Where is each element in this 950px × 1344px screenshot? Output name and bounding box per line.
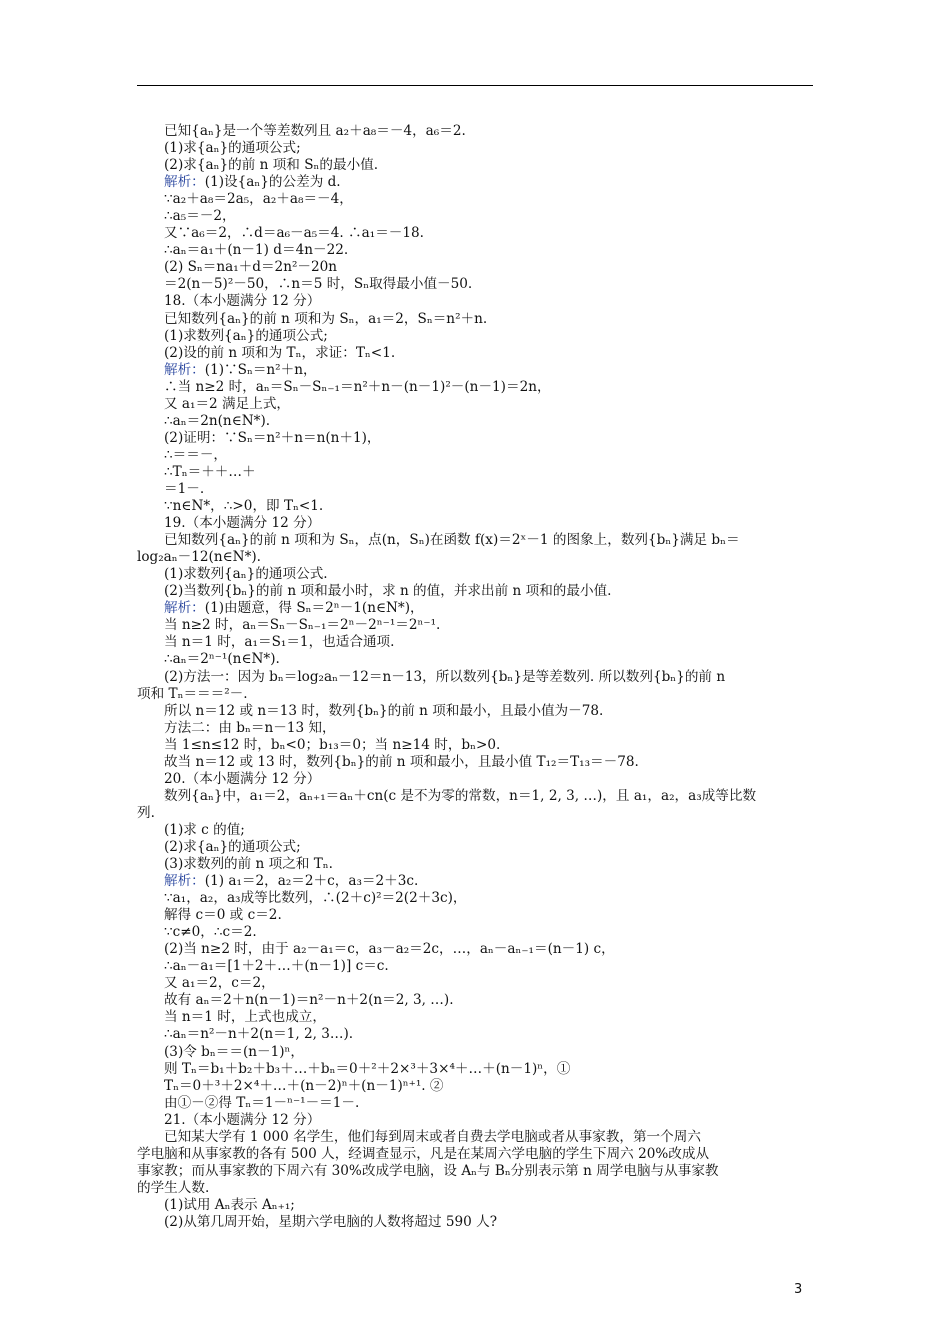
text-line [137, 856, 813, 873]
text-line [137, 703, 813, 720]
text-line [137, 140, 813, 157]
line-text: (2)当数列{bₙ}的前 n 项和最小时，求 n 的值，并求出前 n 项和的最小值. [164, 583, 612, 600]
line-text: (1) a₁＝2，a₂＝2＋c，a₃＝2＋3c. [204, 873, 419, 890]
line-text: 当 n＝1 时，上式也成立， [164, 1009, 326, 1026]
text-line [137, 413, 813, 430]
line-text: Tₙ＝0＋³＋2×⁴＋…＋(n－2)ⁿ＋(n－1)ⁿ⁺¹. ② [164, 1077, 444, 1094]
line-text: ∴aₙ＝2ⁿ⁻¹(n∈N*). [164, 651, 280, 668]
text-line [137, 1129, 813, 1146]
text-line [137, 839, 813, 856]
line-text: (2) Sₙ＝na₁＋d＝2n²－20n [164, 259, 338, 276]
text-line [137, 754, 813, 771]
line-text: (2)证明：∵Sₙ＝n²＋n＝n(n＋1)， [164, 429, 381, 446]
text-line [137, 737, 813, 754]
text-line [137, 720, 813, 737]
line-text: (2)方法一：因为 bₙ＝log₂aₙ－12＝n－13，所以数列{bₙ}是等差数列. 所以数列{bₙ}的前 n [164, 668, 726, 685]
line-text: (1)由题意，得 Sₙ＝2ⁿ－1(n∈N*)， [204, 600, 424, 617]
line-text: 故有 aₙ＝2＋n(n－1)＝n²－n＋2(n＝2, 3, …). [164, 992, 454, 1009]
line-text: 又 a₁＝2，c＝2， [164, 975, 275, 992]
line-text: ∴Tₙ＝＋＋…＋ [164, 463, 256, 480]
line-text: 又∵a₆＝2，∴d＝a₆－a₅＝4. ∴a₁＝－18. [164, 225, 425, 242]
line-text: (3)求数列的前 n 项之和 Tₙ. [164, 856, 333, 873]
line-text: (2)当 n≥2 时，由于 a₂－a₁＝c，a₃－a₂＝2c，…，aₙ－aₙ₋₁＝(n－1) c， [164, 941, 615, 958]
line-text: 学电脑和从事家教的各有 500 人，经调查显示，凡是在某周六学电脑的学生下周六 20%改成从 [137, 1145, 710, 1162]
line-text: 的学生人数. [137, 1179, 210, 1196]
line-text: (1)求数列{aₙ}的通项公式. [164, 566, 328, 583]
text-line [137, 396, 813, 413]
text-line [137, 345, 813, 362]
text-line [137, 583, 813, 600]
text-line [137, 992, 813, 1009]
line-text: 项和 Tₙ＝＝＝²－. [137, 685, 248, 702]
text-line [137, 634, 813, 651]
line-text: (2)求{aₙ}的前 n 项和 Sₙ的最小值. [164, 157, 379, 174]
line-text: 列. [137, 804, 155, 821]
text-line [137, 481, 813, 498]
text-line [137, 1095, 813, 1112]
line-text: ∵n∈N*，∴>0，即 Tₙ<1. [164, 498, 324, 515]
line-text: 已知数列{aₙ}的前 n 项和为 Sₙ，点(n，Sₙ)在函数 f(x)＝2ˣ－1 的图象上，数列{bₙ}满足 bₙ＝ [164, 532, 740, 549]
line-text: 已知数列{aₙ}的前 n 项和为 Sₙ，a₁＝2，Sₙ＝n²＋n. [164, 310, 488, 327]
line-text: ＝1－. [164, 480, 205, 497]
page-number: 3 [794, 1282, 803, 1297]
line-text: ∵c≠0，∴c＝2. [164, 924, 257, 941]
text-line [137, 890, 813, 907]
line-text: ∴＝＝－， [164, 446, 228, 463]
text-line [137, 941, 813, 958]
text-line [137, 924, 813, 941]
text-line [137, 208, 813, 225]
line-text: (1)求{aₙ}的通项公式; [164, 140, 301, 157]
line-text: ∴当 n≥2 时，aₙ＝Sₙ－Sₙ₋₁＝n²＋n－(n－1)²－(n－1)＝2n， [164, 378, 551, 395]
line-text: 则 Tₙ＝b₁＋b₂＋b₃＋…＋bₙ＝0＋²＋2×³＋3×⁴＋…＋(n－1)ⁿ，① [164, 1060, 571, 1077]
text-line [137, 907, 813, 924]
text-line [137, 651, 813, 668]
line-text: 由①－②得 Tₙ＝1－ⁿ⁻¹－＝1－. [164, 1094, 360, 1111]
line-text: (1)求数列{aₙ}的通项公式; [164, 327, 328, 344]
line-text: 已知某大学有 1 000 名学生，他们每到周末或者自费去学电脑或者从事家教，第一个周六 [164, 1128, 701, 1145]
line-text: 所以 n＝12 或 n＝13 时，数列{bₙ}的前 n 项和最小，且最小值为－78. [164, 702, 604, 719]
line-text: ＝2(n－5)²－50，∴n＝5 时，Sₙ取得最小值－50. [164, 276, 473, 293]
header-rule [137, 85, 813, 86]
text-line [137, 532, 813, 549]
text-line [137, 600, 813, 617]
text-line [137, 686, 813, 703]
text-line [137, 174, 813, 191]
line-text: (1)求 c 的值; [164, 821, 245, 838]
text-line [137, 1009, 813, 1026]
text-line [137, 362, 813, 379]
line-text: ∴aₙ＝2n(n∈N*). [164, 412, 271, 429]
text-line [137, 1044, 813, 1061]
text-line [137, 191, 813, 208]
text-line [137, 498, 813, 515]
text-line [137, 276, 813, 293]
line-text: ∵a₁，a₂，a₃成等比数列，∴(2＋c)²＝2(2＋3c)， [164, 890, 467, 907]
line-text: 解得 c＝0 或 c＝2. [164, 907, 282, 924]
text-line [137, 430, 813, 447]
text-line [137, 1180, 813, 1197]
line-text: ∴aₙ＝n²－n＋2(n＝1, 2, 3…). [164, 1026, 354, 1043]
text-line [137, 123, 813, 140]
line-text: 数列{aₙ}中，a₁＝2，aₙ₊₁＝aₙ＋cn(c 是不为零的常数，n＝1, 2, 3, …)，且 a₁，a₂，a₃成等比数 [164, 787, 757, 804]
text-line [137, 259, 813, 276]
text-line [137, 1214, 813, 1231]
text-line [137, 958, 813, 975]
text-line [137, 873, 813, 890]
text-line [137, 805, 813, 822]
document-body [137, 123, 813, 1231]
text-line [137, 379, 813, 396]
line-text: ∵a₂＋a₈＝2a₅，a₂＋a₈＝－4， [164, 191, 353, 208]
text-line [137, 1026, 813, 1043]
text-line [137, 447, 813, 464]
line-text: 已知{aₙ}是一个等差数列且 a₂＋a₈＝－4，a₆＝2. [164, 123, 466, 139]
text-line [137, 293, 813, 310]
text-line [137, 1112, 813, 1129]
line-text: 故当 n＝12 或 13 时，数列{bₙ}的前 n 项和最小，且最小值 T₁₂＝T₁₃＝－78. [164, 753, 639, 770]
text-line [137, 157, 813, 174]
line-text: (1)∵Sₙ＝n²＋n， [204, 361, 317, 378]
line-text: (2)设的前 n 项和为 Tₙ，求证：Tₙ<1. [164, 344, 396, 361]
text-line [137, 311, 813, 328]
line-text: ∴aₙ＝a₁＋(n－1) d＝4n－22. [164, 242, 349, 259]
line-text: ∴aₙ－a₁＝[1＋2＋…＋(n－1)] c＝c. [164, 958, 389, 975]
line-text: 21.（本小题满分 12 分） [164, 1111, 321, 1128]
line-text: (2)求{aₙ}的通项公式; [164, 838, 301, 855]
text-line [137, 566, 813, 583]
line-text: 当 n＝1 时，a₁＝S₁＝1，也适合通项. [164, 634, 395, 651]
line-text: 事家教；而从事家教的下周六有 30%改成学电脑，设 Aₙ与 Bₙ分别表示第 n 周学电脑与从事家教 [137, 1162, 719, 1179]
text-line [137, 328, 813, 345]
text-line [137, 617, 813, 634]
text-line [137, 1163, 813, 1180]
text-line [137, 549, 813, 566]
text-line [137, 225, 813, 242]
text-line [137, 515, 813, 532]
text-line [137, 1061, 813, 1078]
text-line [137, 1146, 813, 1163]
solution-label: 解析： [164, 600, 205, 617]
text-line [137, 669, 813, 686]
line-text: ∴a₅＝－2， [164, 208, 236, 225]
text-line [137, 464, 813, 481]
line-text: (2)从第几周开始，星期六学电脑的人数将超过 590 人? [164, 1214, 498, 1230]
text-line [137, 242, 813, 259]
line-text: (1)设{aₙ}的公差为 d. [204, 174, 341, 191]
line-text: (1)试用 Aₙ表示 Aₙ₊₁; [164, 1196, 295, 1213]
line-text: 18.（本小题满分 12 分） [164, 293, 321, 310]
text-line [137, 822, 813, 839]
line-text: 当 n≥2 时，aₙ＝Sₙ－Sₙ₋₁＝2ⁿ－2ⁿ⁻¹＝2ⁿ⁻¹. [164, 617, 441, 634]
line-text: 当 1≤n≤12 时，bₙ<0；b₁₃＝0；当 n≥14 时，bₙ>0. [164, 736, 501, 753]
line-text: 19.（本小题满分 12 分） [164, 515, 321, 532]
text-line [137, 771, 813, 788]
text-line [137, 1078, 813, 1095]
line-text: log₂aₙ－12(n∈N*). [137, 549, 261, 566]
text-line [137, 975, 813, 992]
line-text: 又 a₁＝2 满足上式， [164, 395, 291, 412]
text-line [137, 788, 813, 805]
solution-label: 解析： [164, 361, 205, 378]
solution-label: 解析： [164, 873, 205, 890]
line-text: 方法二：由 bₙ＝n－13 知， [164, 719, 336, 736]
solution-label: 解析： [164, 174, 205, 191]
line-text: (3)令 bₙ＝＝(n－1)ⁿ， [164, 1043, 305, 1060]
line-text: 20.（本小题满分 12 分） [164, 770, 321, 787]
text-line [137, 1197, 813, 1214]
